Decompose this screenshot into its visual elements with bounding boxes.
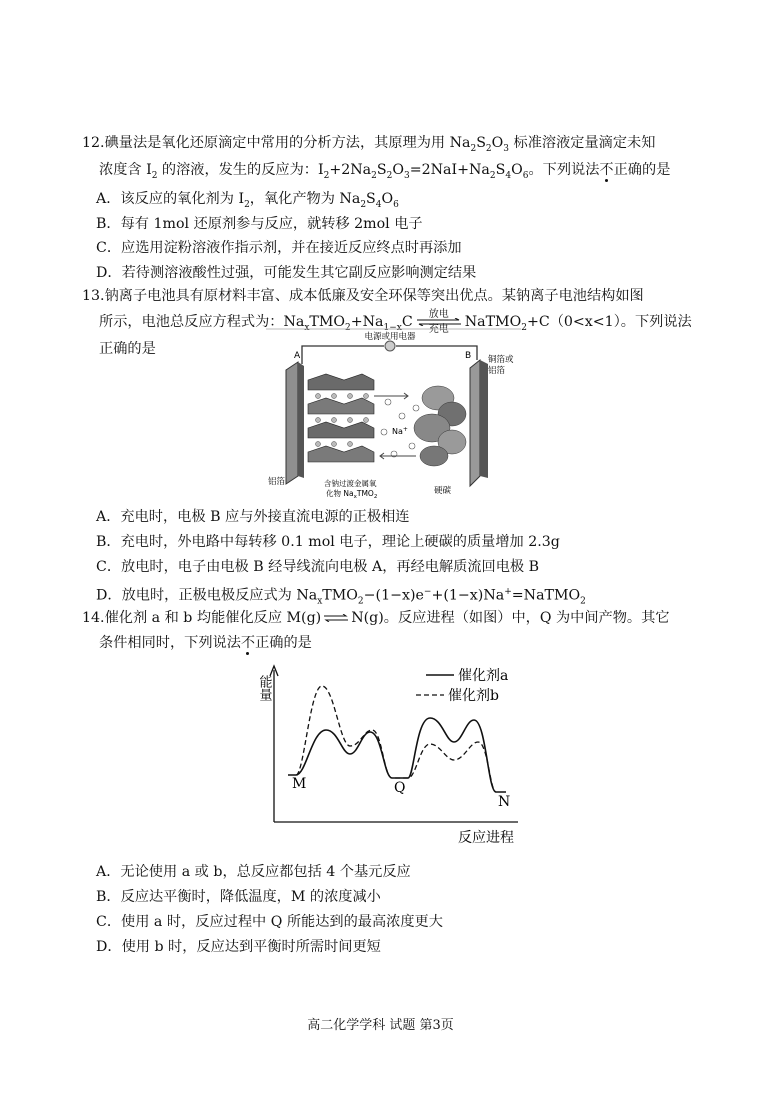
svg-text:铝箔: 铝箔 bbox=[488, 366, 506, 376]
electrode-b bbox=[470, 360, 480, 486]
emphasis-not: 不 bbox=[240, 635, 256, 651]
q13-option-b: B．充电时，外电路中每转移 0.1 mol 电子，理论上硬碳的质量增加 2.3g bbox=[96, 534, 560, 550]
power-source-label: 电源或用电器 bbox=[364, 332, 416, 342]
energy-profile bbox=[250, 658, 525, 848]
ion-arrow-left bbox=[380, 453, 416, 459]
page-footer: 高二化学学科 试题 第3页 bbox=[307, 1018, 454, 1033]
q12-stem-line2: 浓度含 $I_2$ 的溶液，发生的反应为：$I_2+2Na_2S_2O_3=2NaI+Na_2S_4O_6$。下列说法不正确的是 bbox=[99, 162, 671, 181]
hard-carbon-label: 硬碳 bbox=[434, 486, 452, 496]
q12-option-d: D．若待测溶液酸性过强，可能发生其它副反应影响测定结果 bbox=[96, 265, 477, 281]
point-n-label: N bbox=[498, 794, 511, 810]
legend-a-label: 催化剂a bbox=[458, 668, 509, 684]
battery-diagram bbox=[266, 328, 521, 500]
load-icon bbox=[385, 341, 395, 351]
legend-b-label: 催化剂b bbox=[448, 688, 499, 704]
q14-option-a: A．无论使用 a 或 b，总反应都包括 4 个基元反应 bbox=[96, 864, 411, 880]
q13-option-d: D．放电时，正极电极反应式为 $Na_xTMO_2-(1-x)e^-+(1-x)Na^+=NaTMO_2$ bbox=[96, 587, 586, 607]
cathode-material-label: 含钠过渡金属氧 bbox=[324, 479, 377, 488]
q14-stem-line1: 14.催化剂 a 和 b 均能催化反应 M(g) N(g)。反应进程（如图）中，Q 为中间产物。其它 bbox=[82, 610, 670, 626]
q14-option-b: B．反应达平衡时，降低温度，M 的浓度减小 bbox=[96, 889, 381, 905]
electrode-a-label: A bbox=[294, 351, 301, 361]
q13-stem-line1: 13.钠离子电池具有原材料丰富、成本低廉及安全环保等突出优点。某钠离子电池结构如图 bbox=[82, 288, 644, 304]
x-axis-label: 反应进程 bbox=[458, 830, 514, 846]
q13-option-a: A．充电时，电极 B 应与外接直流电源的正极相连 bbox=[96, 509, 410, 525]
emphasis-not: 不 bbox=[599, 162, 614, 178]
q14-option-d: D．使用 b 时，反应达到平衡时所需时间更短 bbox=[96, 939, 381, 955]
q13-option-c: C．放电时，电子由电极 B 经导线流向电极 A，再经电解质流回电极 B bbox=[96, 559, 540, 575]
q13-stem-line2: 所示，电池总反应方程式为：$Na_xTMO_2+Na_{1-x}C$ 放电 充电 NaTMO$_2$+C（0<x<1）。下列说法 bbox=[99, 309, 692, 335]
sodium-ion-label: Na+ bbox=[392, 426, 408, 436]
point-q-label: Q bbox=[394, 780, 406, 796]
q13-stem-line3: 正确的是 bbox=[99, 341, 156, 357]
q14-option-c: C．使用 a 时，反应过程中 Q 所能达到的最高浓度更大 bbox=[96, 914, 443, 930]
ion-arrow-right bbox=[374, 393, 408, 399]
reversible-arrow: 放电 充电 bbox=[415, 312, 463, 332]
q12-option-a: A．该反应的氧化剂为 $I_2$，氧化产物为 $Na_2S_4O_6$ bbox=[96, 191, 399, 210]
aluminum-foil-label: 铝箔 bbox=[268, 477, 286, 487]
electrode-a bbox=[286, 362, 298, 484]
y-axis-label: 能量 bbox=[256, 675, 272, 701]
electrode-b-label: B bbox=[465, 351, 472, 361]
copper-foil-label: 铜箔或 bbox=[488, 355, 514, 365]
hard-carbon bbox=[414, 386, 466, 466]
q14-stem-line2: 条件相同时，下列说法不正确的是 bbox=[99, 635, 312, 651]
q12-stem-line1: 12.碘量法是氧化还原滴定中常用的分析方法，其原理为用 $Na_2S_2O_3$ 标准溶液定量滴定未知 bbox=[82, 135, 656, 154]
equilibrium-arrow bbox=[323, 608, 349, 628]
point-m-label: M bbox=[292, 776, 307, 792]
q12-option-c: C．应选用淀粉溶液作指示剂，并在接近反应终点时再添加 bbox=[96, 240, 462, 256]
q12-option-b: B．每有 1mol 还原剂参与反应，就转移 2mol 电子 bbox=[96, 216, 423, 232]
svg-text:化物 NaxTMO2: 化物 $Na_xTMO_2$ bbox=[326, 489, 378, 500]
